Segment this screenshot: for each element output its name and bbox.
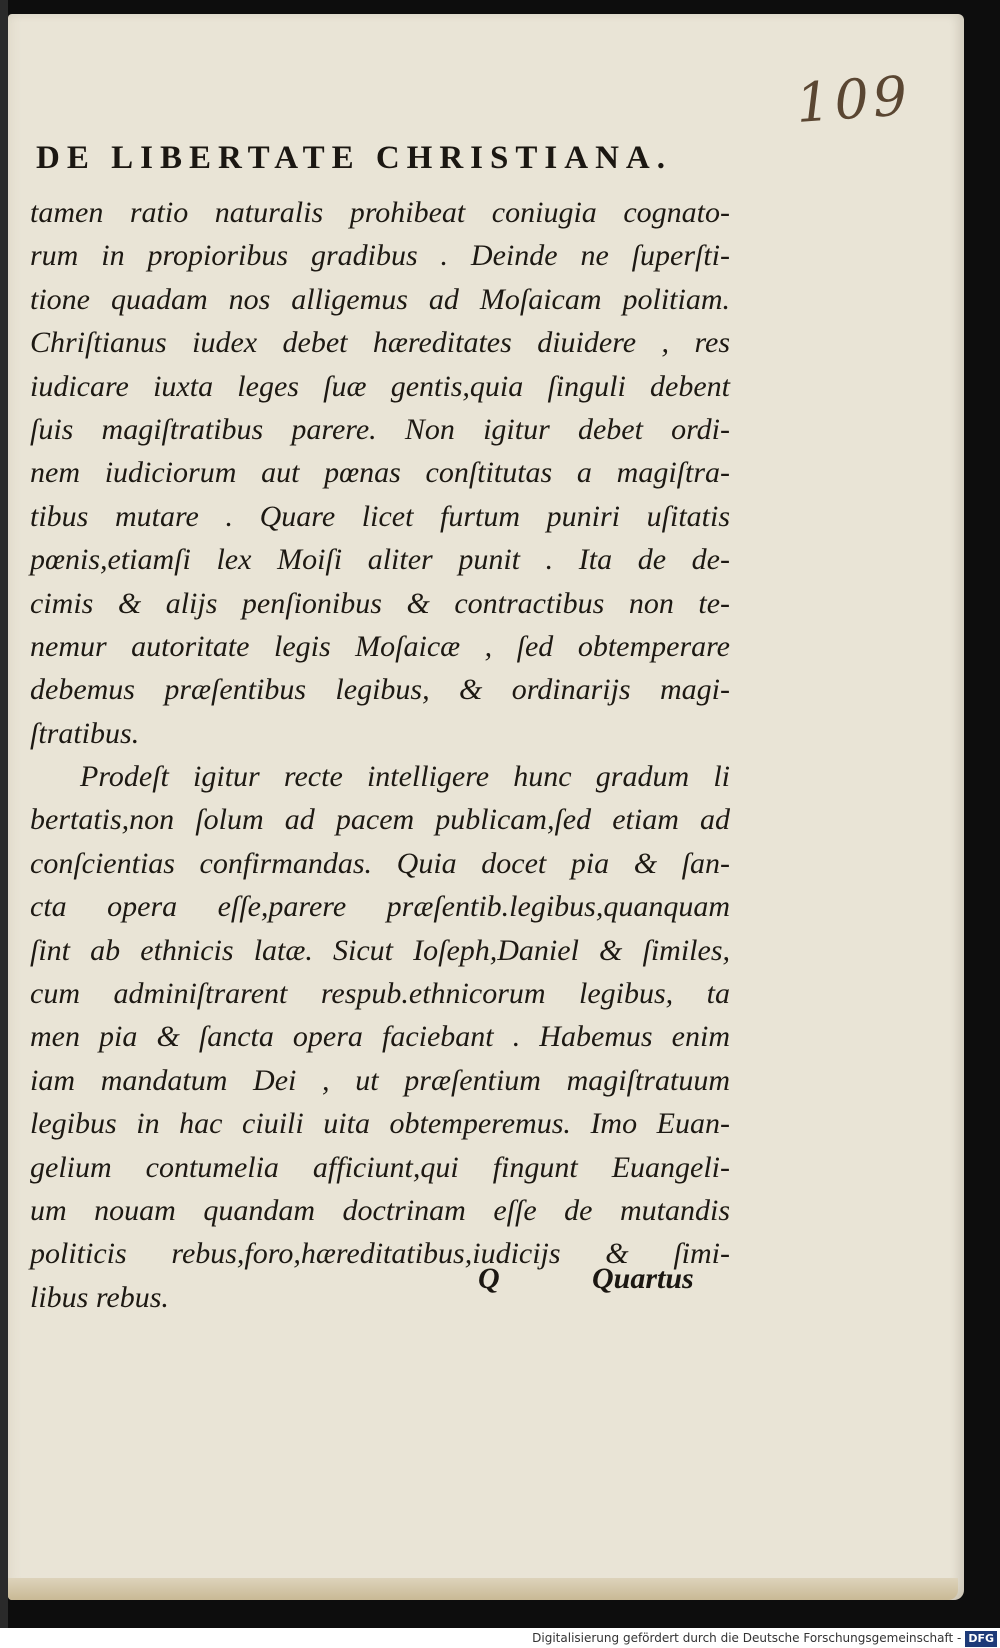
- footer-bar: [0, 1628, 1000, 1648]
- text-line: gelium contumelia afficiunt,qui fingunt Euangeli-: [30, 1150, 730, 1184]
- dfg-logo: DFG: [965, 1631, 997, 1647]
- text-line: rum in propioribus gradibus . Deinde ne ſuperſti-: [30, 239, 730, 273]
- text-line: tione quadam nos alligemus ad Moſaicam politiam.: [30, 282, 730, 316]
- text-line: conſcientias confirmandas. Quia docet pia & ſan-: [30, 846, 730, 880]
- text-line: pœnis,etiamſi lex Moiſi aliter punit . Ita de de-: [30, 543, 730, 577]
- text-line: cta opera eſſe,parere præſentib.legibus,quanquam: [30, 890, 730, 924]
- text-line: cum adminiſtrarent respub.ethnicorum legibus, ta: [30, 977, 730, 1011]
- body-text: [30, 191, 730, 1319]
- text-line: um nouam quandam doctrinam eſſe de mutandis: [30, 1193, 730, 1227]
- text-line: Chriſtianus iudex debet hæreditates diuidere , res: [30, 326, 730, 360]
- paragraph-first-line: Prodeſt igitur recte intelligere hunc gradum li: [80, 760, 730, 794]
- text-line: nem iudiciorum aut pœnas conſtitutas a magiſtra-: [30, 456, 730, 490]
- text-line: cimis & alijs penſionibus & contractibus non te-: [30, 586, 730, 620]
- text-line: men pia & ſancta opera faciebant . Habemus enim: [30, 1020, 730, 1054]
- folio-number: 109: [793, 64, 914, 135]
- footer-credit: Digitalisierung gefördert durch die Deutsche Forschungsgemeinschaft -: [532, 1631, 962, 1645]
- running-head: DE LIBERTATE CHRISTIANA.: [36, 140, 672, 176]
- text-line: ſtratibus.: [30, 716, 140, 750]
- text-line: politicis rebus,foro,hæreditatibus,iudicijs & ſimi-: [30, 1237, 730, 1271]
- text-line: nemur autoritate legis Moſaicæ , ſed obtemperare: [30, 629, 730, 663]
- catchword: Quartus: [592, 1262, 694, 1295]
- text-line: debemus præſentibus legibus, & ordinarijs magi-: [30, 673, 730, 707]
- text-line: legibus in hac ciuili uita obtemperemus. Imo Euan-: [30, 1107, 730, 1141]
- text-line: tibus mutare . Quare licet furtum puniri uſitatis: [30, 499, 730, 533]
- text-line: iudicare iuxta leges ſuæ gentis,quia ſinguli debent: [30, 369, 730, 403]
- text-line: iam mandatum Dei , ut præſentium magiſtratuum: [30, 1063, 730, 1097]
- text-line: ſuis magiſtratibus parere. Non igitur debet ordi-: [30, 412, 730, 446]
- text-line: libus rebus.: [30, 1280, 169, 1314]
- signature-mark: Q: [478, 1262, 500, 1295]
- text-line: tamen ratio naturalis prohibeat coniugia cognato-: [30, 196, 730, 229]
- page-bottom-edge: [8, 1578, 958, 1600]
- text-line: bertatis,non ſolum ad pacem publicam,ſed etiam ad: [30, 803, 730, 837]
- text-line: ſint ab ethnicis latæ. Sicut Ioſeph,Daniel & ſimiles,: [30, 933, 730, 967]
- scan-left-edge: [0, 0, 8, 1648]
